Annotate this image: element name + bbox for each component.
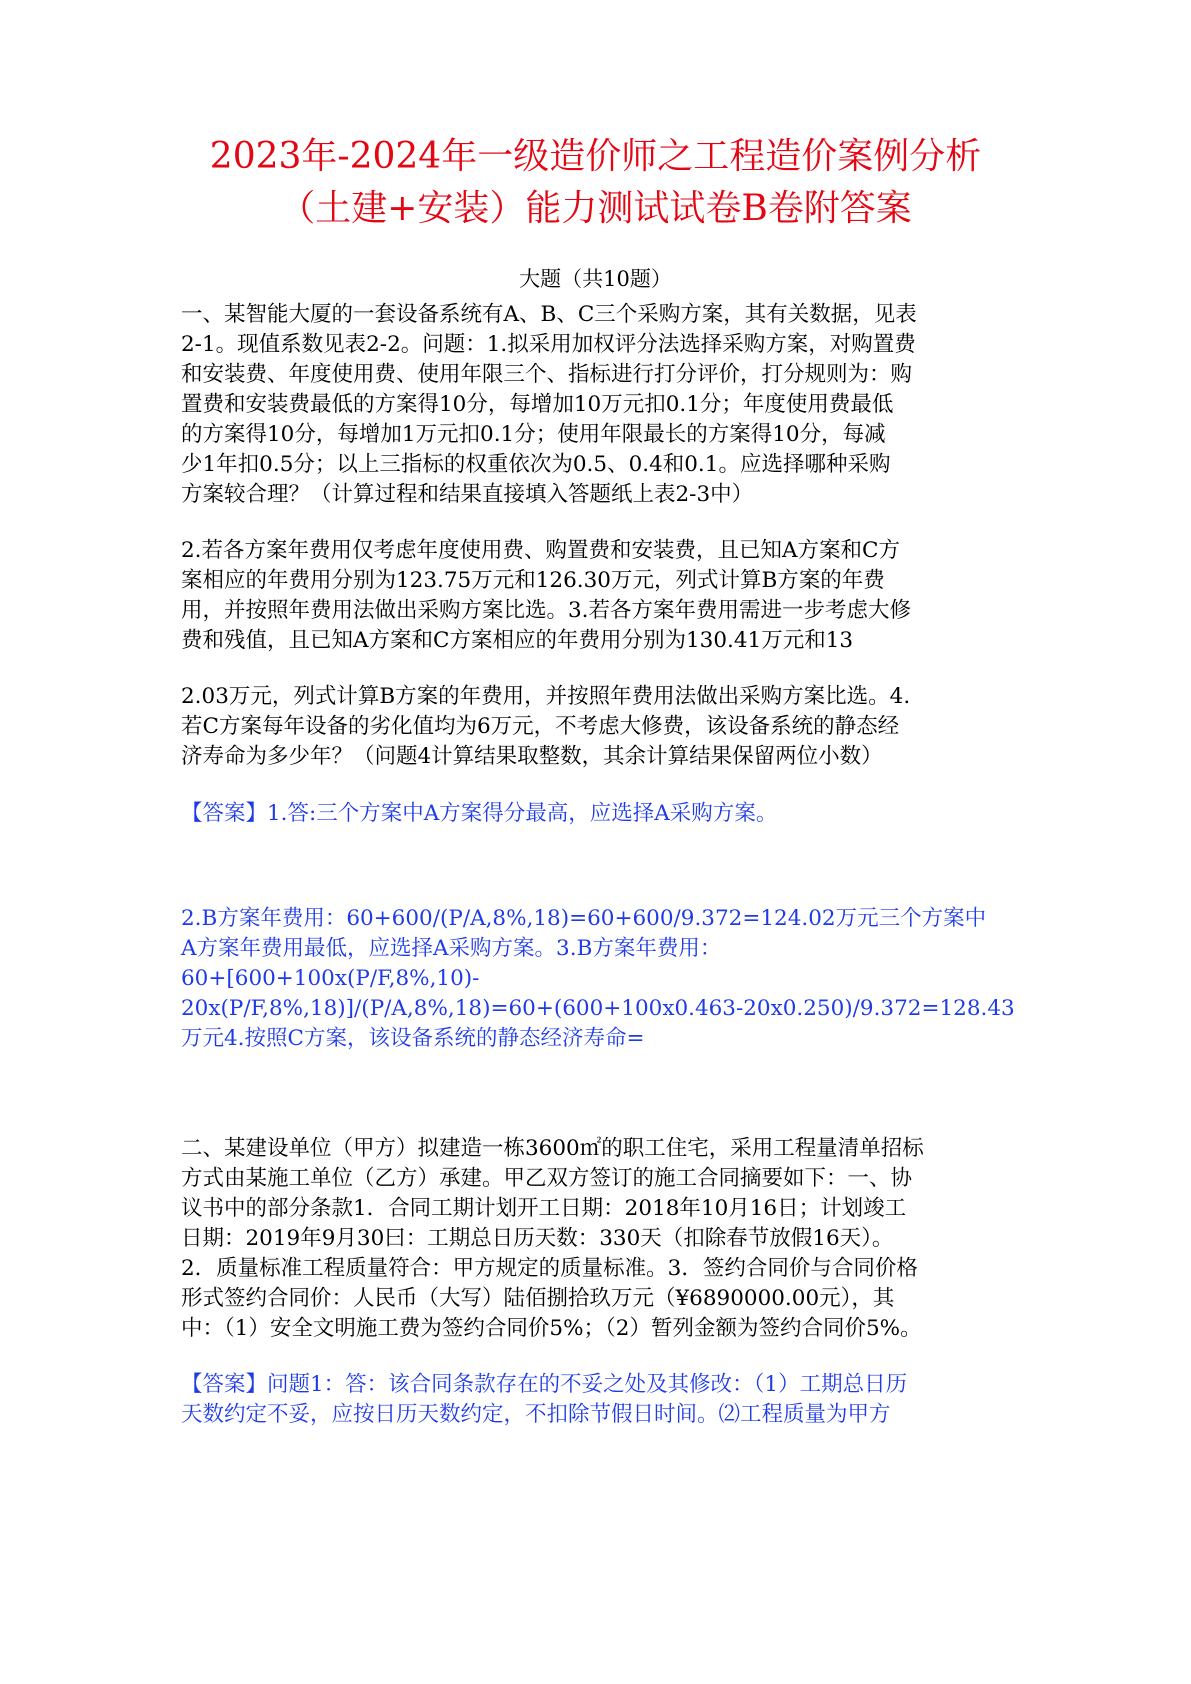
q1-line: 2-1。现值系数见表2-2。问题：1.拟采用加权评分法选择采购方案，对购置费 [181,332,916,357]
q1-answer-line: 60+[600+100x(P/F,8%,10)- [181,966,480,991]
document-title-line-1: 2023年-2024年一级造价师之工程造价案例分析 [209,136,982,177]
q1-para2-line: 用，并按照年费用法做出采购方案比选。3.若各方案年费用需进一步考虑大修 [181,598,912,623]
q2-answer-line: 天数约定不妥，应按日历天数约定，不扣除节假日时间。⑵工程质量为甲方 [181,1402,891,1427]
q1-para3-line: 济寿命为多少年？（问题4计算结果取整数，其余计算结果保留两位小数） [181,744,883,769]
q1-answer-1: 【答案】1.答:三个方案中A方案得分最高，应选择A采购方案。 [181,801,778,826]
q2-line: 2．质量标准工程质量符合：甲方规定的质量标准。3．签约合同价与合同价格 [181,1256,918,1281]
q2-line: 中：（1）安全文明施工费为签约合同价5%；（2）暂列金额为签约合同价5%。 [181,1316,922,1341]
q1-para2-line: 案相应的年费用分别为123.75万元和126.30万元，列式计算B方案的年费 [181,568,885,593]
q1-answer-line: A方案年费用最低，应选择A采购方案。3.B方案年费用： [181,936,722,961]
q1-line: 方案较合理？（计算过程和结果直接填入答题纸上表2-3中） [181,482,754,507]
q1-line: 的方案得10分，每增加1万元扣0.1分；使用年限最长的方案得10分，每减 [181,422,886,447]
q2-line: 二、某建设单位（甲方）拟建造一栋3600㎡的职工住宅，采用工程量清单招标 [181,1136,924,1161]
q1-para3-line: 若C方案每年设备的劣化值均为6万元，不考虑大修费，该设备系统的静态经 [181,714,900,739]
q1-para2-line: 2.若各方案年费用仅考虑年度使用费、购置费和安装费，且已知A方案和C方 [181,538,900,563]
section-heading: 大题（共10题） [519,267,672,291]
q2-answer-line: 【答案】问题1：答：该合同条款存在的不妥之处及其修改：（1）工期总日历 [181,1372,908,1397]
q1-line: 置费和安装费最低的方案得10分，每增加10万元扣0.1分；年度使用费最低 [181,392,894,417]
q2-line: 形式签约合同价：人民币（大写）陆佰捌拾玖万元（¥6890000.00元），其 [181,1286,895,1311]
q2-line: 议书中的部分条款1．合同工期计划开工日期：2018年10月16日；计划竣工 [181,1196,907,1221]
q1-line: 一、某智能大厦的一套设备系统有A、B、C三个采购方案，其有关数据，见表 [181,302,917,327]
q2-line: 日期：2019年9月30曰：工期总日历天数：330天（扣除春节放假16天）。 [181,1226,894,1251]
q1-answer-line: 20x(P/F,8%,18)]/(P/A,8%,18)=60+(600+100x0.463-20x0.250)/9.372=128.43 [181,996,1015,1021]
q1-para2-line: 费和残值，且已知A方案和C方案相应的年费用分别为130.41万元和13 [181,628,854,653]
q1-answer-line: 万元4.按照C方案，该设备系统的静态经济寿命= [181,1026,645,1051]
q1-answer-line: 2.B方案年费用：60+600/(P/A,8%,18)=60+600/9.372=124.02万元三个方案中 [181,906,987,931]
q2-line: 方式由某施工单位（乙方）承建。甲乙双方签订的施工合同摘要如下：一、协 [181,1166,913,1191]
q1-line: 少1年扣0.5分；以上三指标的权重依次为0.5、0.4和0.1。应选择哪种采购 [181,452,891,477]
document-title-line-2: （土建+安装）能力测试试卷B卷附答案 [279,188,912,229]
q1-para3-line: 2.03万元，列式计算B方案的年费用，并按照年费用法做出采购方案比选。4. [181,684,911,709]
q1-line: 和安装费、年度使用费、使用年限三个、指标进行打分评价，打分规则为：购 [181,362,913,387]
